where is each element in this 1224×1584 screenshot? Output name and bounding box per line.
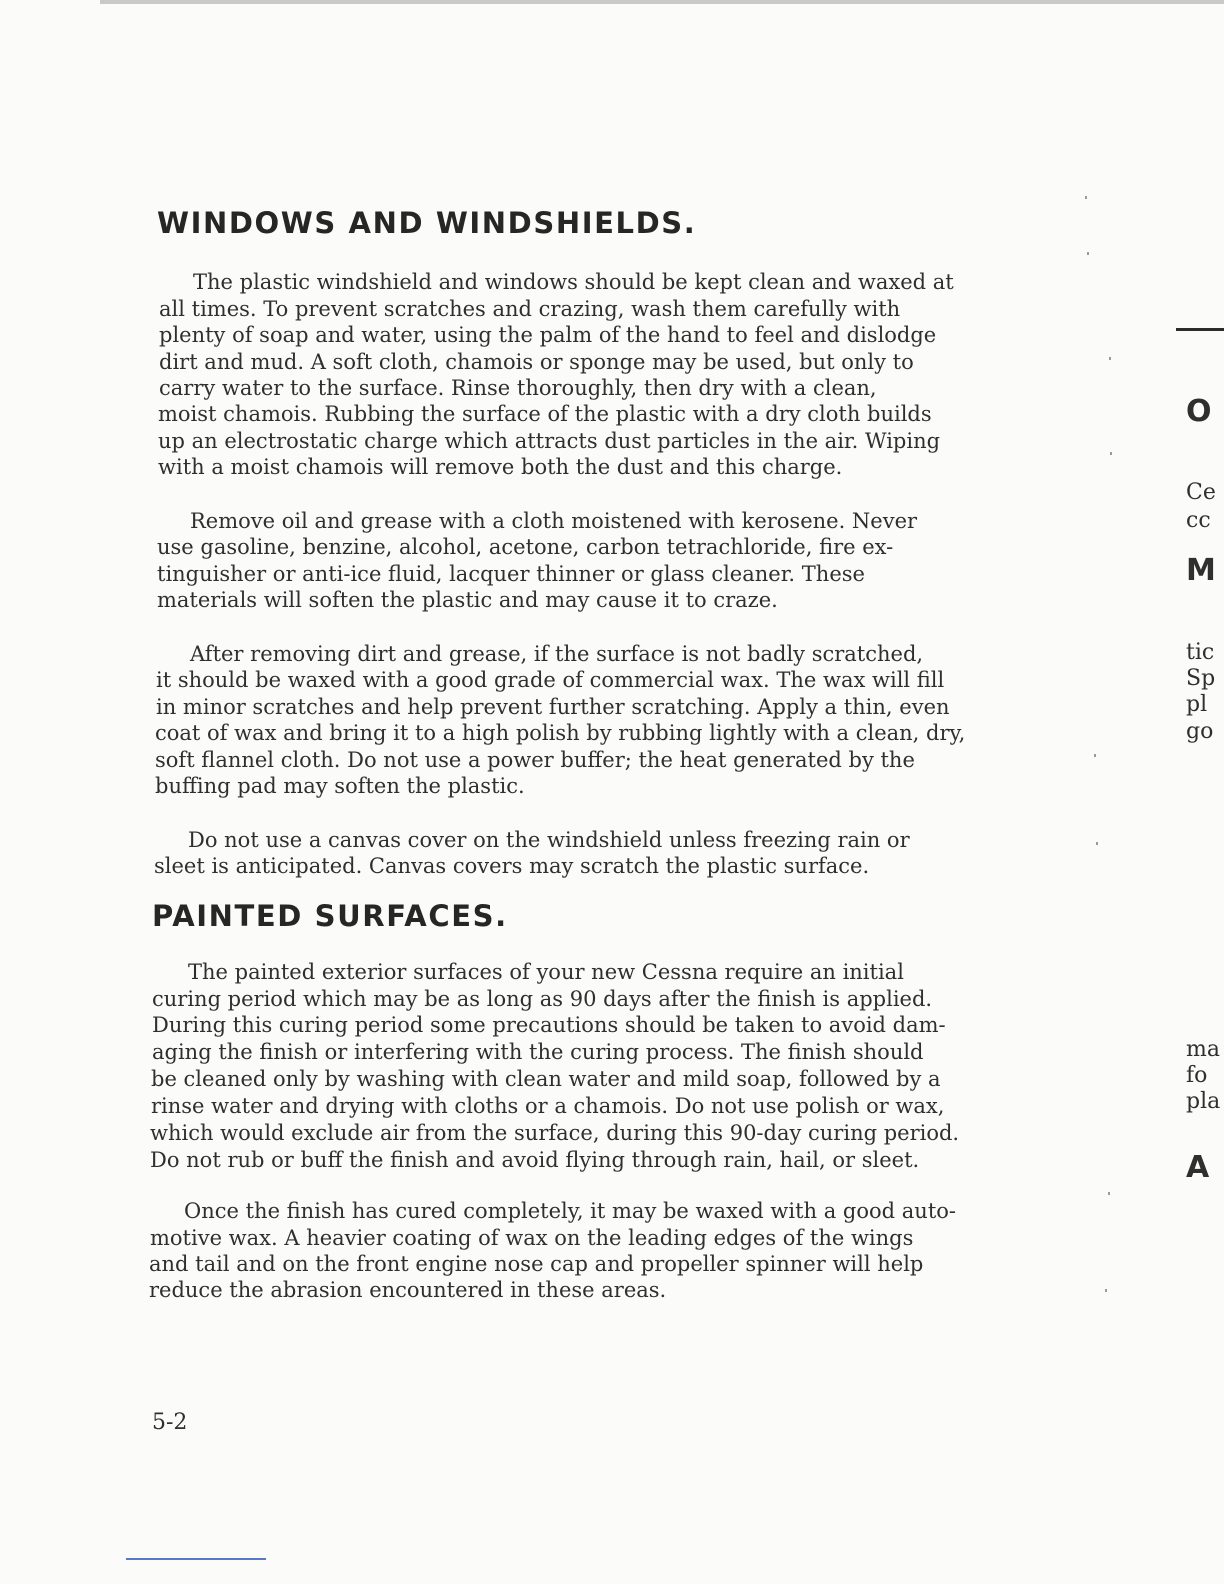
text-line: dirt and mud. A soft cloth, chamois or sponge may be used, but only to <box>159 350 914 374</box>
scan-speck <box>1096 842 1098 845</box>
text-line: up an electrostatic charge which attracts dust particles in the air. Wiping <box>158 429 941 453</box>
facing-page-fragment: cc <box>1186 508 1211 533</box>
text-line: in minor scratches and help prevent further scratching. Apply a thin, even <box>156 695 950 719</box>
scan-speck <box>1087 252 1089 255</box>
facing-page-fragment: A <box>1186 1150 1210 1185</box>
text-line: reduce the abrasion encountered in these areas. <box>149 1278 667 1302</box>
text-line: Do not use a canvas cover on the windshield unless freezing rain or <box>188 828 910 852</box>
scan-top-edge <box>100 0 1224 4</box>
text-line: soft flannel cloth. Do not use a power buffer; the heat generated by the <box>155 748 915 772</box>
text-line: plenty of soap and water, using the palm of the hand to feel and dislodge <box>159 323 937 347</box>
scan-speck <box>1105 1289 1107 1292</box>
text-line: The plastic windshield and windows should be kept clean and waxed at <box>193 270 954 294</box>
text-line: all times. To prevent scratches and crazing, wash them carefully with <box>159 297 901 321</box>
text-line: coat of wax and bring it to a high polish by rubbing lightly with a clean, dry, <box>155 721 966 745</box>
text-line: moist chamois. Rubbing the surface of the plastic with a dry cloth builds <box>158 402 932 426</box>
text-line: Remove oil and grease with a cloth moistened with kerosene. Never <box>190 509 918 533</box>
facing-page-fragment: go <box>1186 719 1214 744</box>
text-line: with a moist chamois will remove both the dust and this charge. <box>158 455 843 479</box>
facing-page-fragment: pla <box>1186 1089 1221 1114</box>
page-number: 5-2 <box>152 1410 188 1435</box>
text-line: curing period which may be as long as 90 days after the finish is applied. <box>152 987 933 1011</box>
text-line: Do not rub or buff the finish and avoid flying through rain, hail, or sleet. <box>150 1148 920 1172</box>
text-line: be cleaned only by washing with clean water and mild soap, followed by a <box>151 1067 941 1091</box>
text-line: carry water to the surface. Rinse thoroughly, then dry with a clean, <box>159 376 877 400</box>
scan-speck <box>1085 196 1087 199</box>
section-heading-windows: WINDOWS AND WINDSHIELDS. <box>157 206 697 240</box>
text-line: sleet is anticipated. Canvas covers may scratch the plastic surface. <box>154 854 870 878</box>
text-line: aging the finish or interfering with the curing process. The finish should <box>152 1040 924 1064</box>
facing-page-fragment: ma <box>1186 1037 1220 1062</box>
facing-page-rule <box>1176 328 1224 331</box>
text-line: After removing dirt and grease, if the surface is not badly scratched, <box>190 642 924 666</box>
text-line: it should be waxed with a good grade of commercial wax. The wax will fill <box>156 668 945 692</box>
text-line: The painted exterior surfaces of your new Cessna require an initial <box>188 960 904 984</box>
facing-page-fragment: pl <box>1186 692 1208 717</box>
text-line: motive wax. A heavier coating of wax on the leading edges of the wings <box>150 1226 914 1250</box>
text-line: materials will soften the plastic and may cause it to craze. <box>157 588 778 612</box>
text-line: rinse water and drying with cloths or a chamois. Do not use polish or wax, <box>151 1094 945 1118</box>
scan-speck <box>1109 357 1111 360</box>
text-line: buffing pad may soften the plastic. <box>155 774 525 798</box>
facing-page-fragment: Ce <box>1186 480 1216 505</box>
scan-speck <box>1108 1192 1110 1195</box>
text-line: and tail and on the front engine nose cap and propeller spinner will help <box>149 1252 924 1276</box>
scan-speck <box>1110 452 1112 455</box>
facing-page-fragment: O <box>1186 394 1212 429</box>
text-line: During this curing period some precautions should be taken to avoid dam- <box>152 1013 946 1037</box>
facing-page-fragment: fo <box>1186 1063 1208 1088</box>
text-line: use gasoline, benzine, alcohol, acetone, carbon tetrachloride, fire ex- <box>157 535 894 559</box>
facing-page-fragment: Sp <box>1186 666 1216 691</box>
facing-page-fragment: M <box>1186 553 1216 588</box>
scan-speck <box>1094 754 1096 757</box>
text-line: Once the finish has cured completely, it may be waxed with a good auto- <box>184 1199 957 1223</box>
facing-page-fragment: tic <box>1186 640 1215 665</box>
scan-bottom-mark <box>126 1558 266 1560</box>
section-heading-painted-surfaces: PAINTED SURFACES. <box>152 899 508 933</box>
text-line: which would exclude air from the surface, during this 90-day curing period. <box>150 1121 960 1145</box>
text-line: tinguisher or anti-ice fluid, lacquer thinner or glass cleaner. These <box>157 562 865 586</box>
